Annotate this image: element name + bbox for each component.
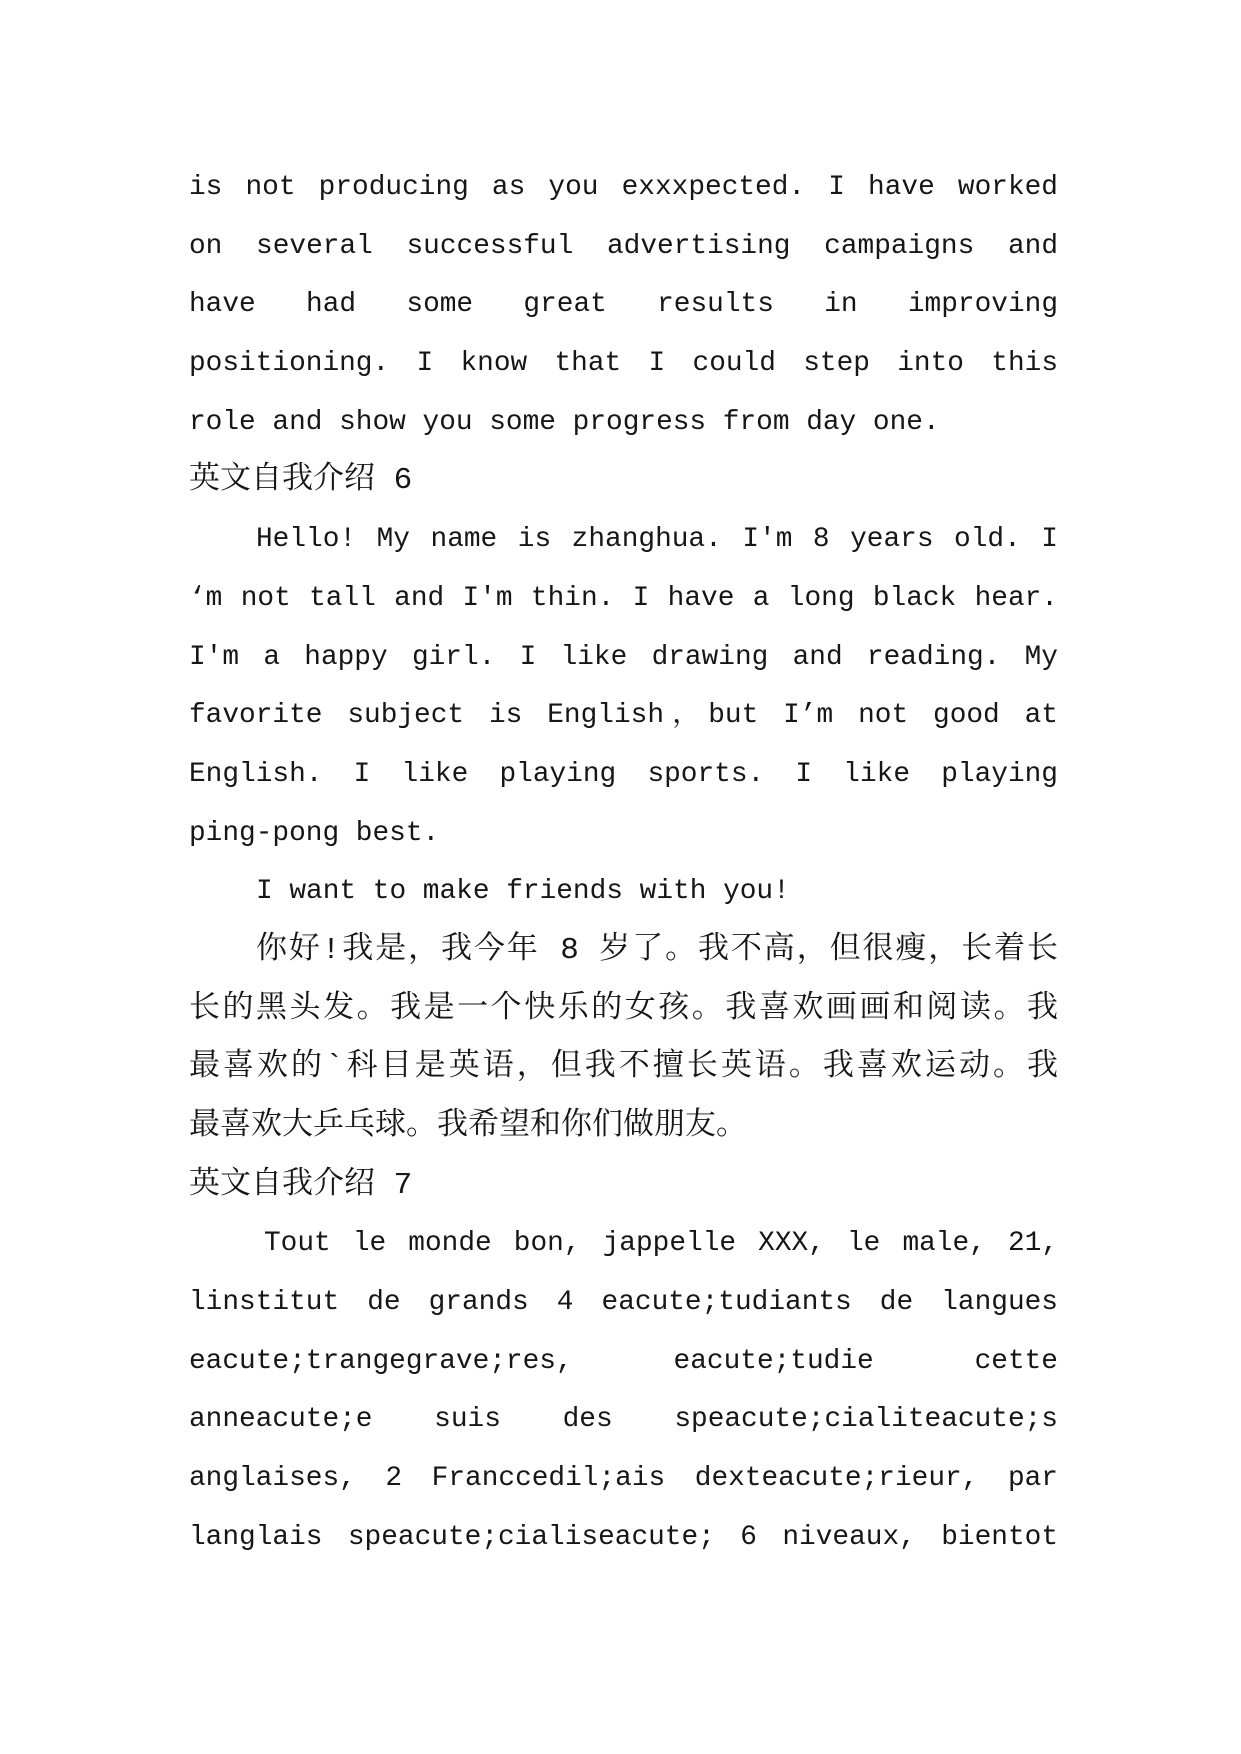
text-line: favorite subject is English，but I’m not good at xyxy=(189,700,1058,732)
text-line: anneacute;e suis des speacute;cialiteacute;s xyxy=(189,1404,1058,1436)
paragraph-intro-7-french xyxy=(189,1215,1058,1567)
text-line: positioning. I know that I could step into this xyxy=(189,348,1058,380)
paragraph-intro-5-continued xyxy=(189,159,1058,452)
document-body xyxy=(189,159,1058,1568)
text-line: eacute;trangegrave;res, eacute;tudie cette xyxy=(189,1345,1058,1377)
text-line: ‘m not tall and I'm thin. I have a long black hear. xyxy=(189,582,1058,614)
text-line: on several successful advertising campaigns and xyxy=(189,230,1058,262)
section-heading-intro-7: 英文自我介绍 7 xyxy=(189,1167,413,1203)
text-line: I want to make friends with you! xyxy=(256,876,790,908)
paragraph-intro-6-english xyxy=(189,511,1058,863)
text-line: Tout le monde bon, jappelle XXX, le male, 21, xyxy=(264,1228,1058,1260)
paragraph-intro-6-chinese xyxy=(189,922,1058,1157)
text-line: have had some great results in improving xyxy=(189,289,1058,321)
text-line: 长的黑头发。我是一个快乐的女孩。我喜欢画画和阅读。我 xyxy=(189,991,1058,1027)
text-line: 你好!我是，我今年 8 岁了。我不高，但很瘦，长着长 xyxy=(256,932,1058,968)
text-line: 最喜欢大乒乓球。我希望和你们做朋友。 xyxy=(189,1109,747,1144)
text-line: anglaises, 2 Franccedil;ais dexteacute;rieur, par xyxy=(189,1463,1058,1495)
text-line: English. I like playing sports. I like playing xyxy=(189,758,1058,790)
text-line: ping-pong best. xyxy=(189,817,440,849)
text-line: I'm a happy girl. I like drawing and reading. My xyxy=(189,641,1058,673)
text-line: 最喜欢的`科目是英语，但我不擅长英语。我喜欢运动。我 xyxy=(189,1050,1058,1086)
text-line: linstitut de grands 4 eacute;tudiants de langues xyxy=(189,1287,1058,1319)
paragraph-intro-6-closing xyxy=(189,863,1058,922)
text-line: langlais speacute;cialiseacute; 6 niveaux, bientot xyxy=(189,1521,1058,1553)
text-line: is not producing as you exxxpected. I have worked xyxy=(189,172,1058,203)
text-line: Hello! My name is zhanghua. I'm 8 years old. I xyxy=(256,524,1058,556)
section-heading-intro-6: 英文自我介绍 6 xyxy=(189,463,413,499)
text-line: role and show you some progress from day one. xyxy=(189,406,940,438)
